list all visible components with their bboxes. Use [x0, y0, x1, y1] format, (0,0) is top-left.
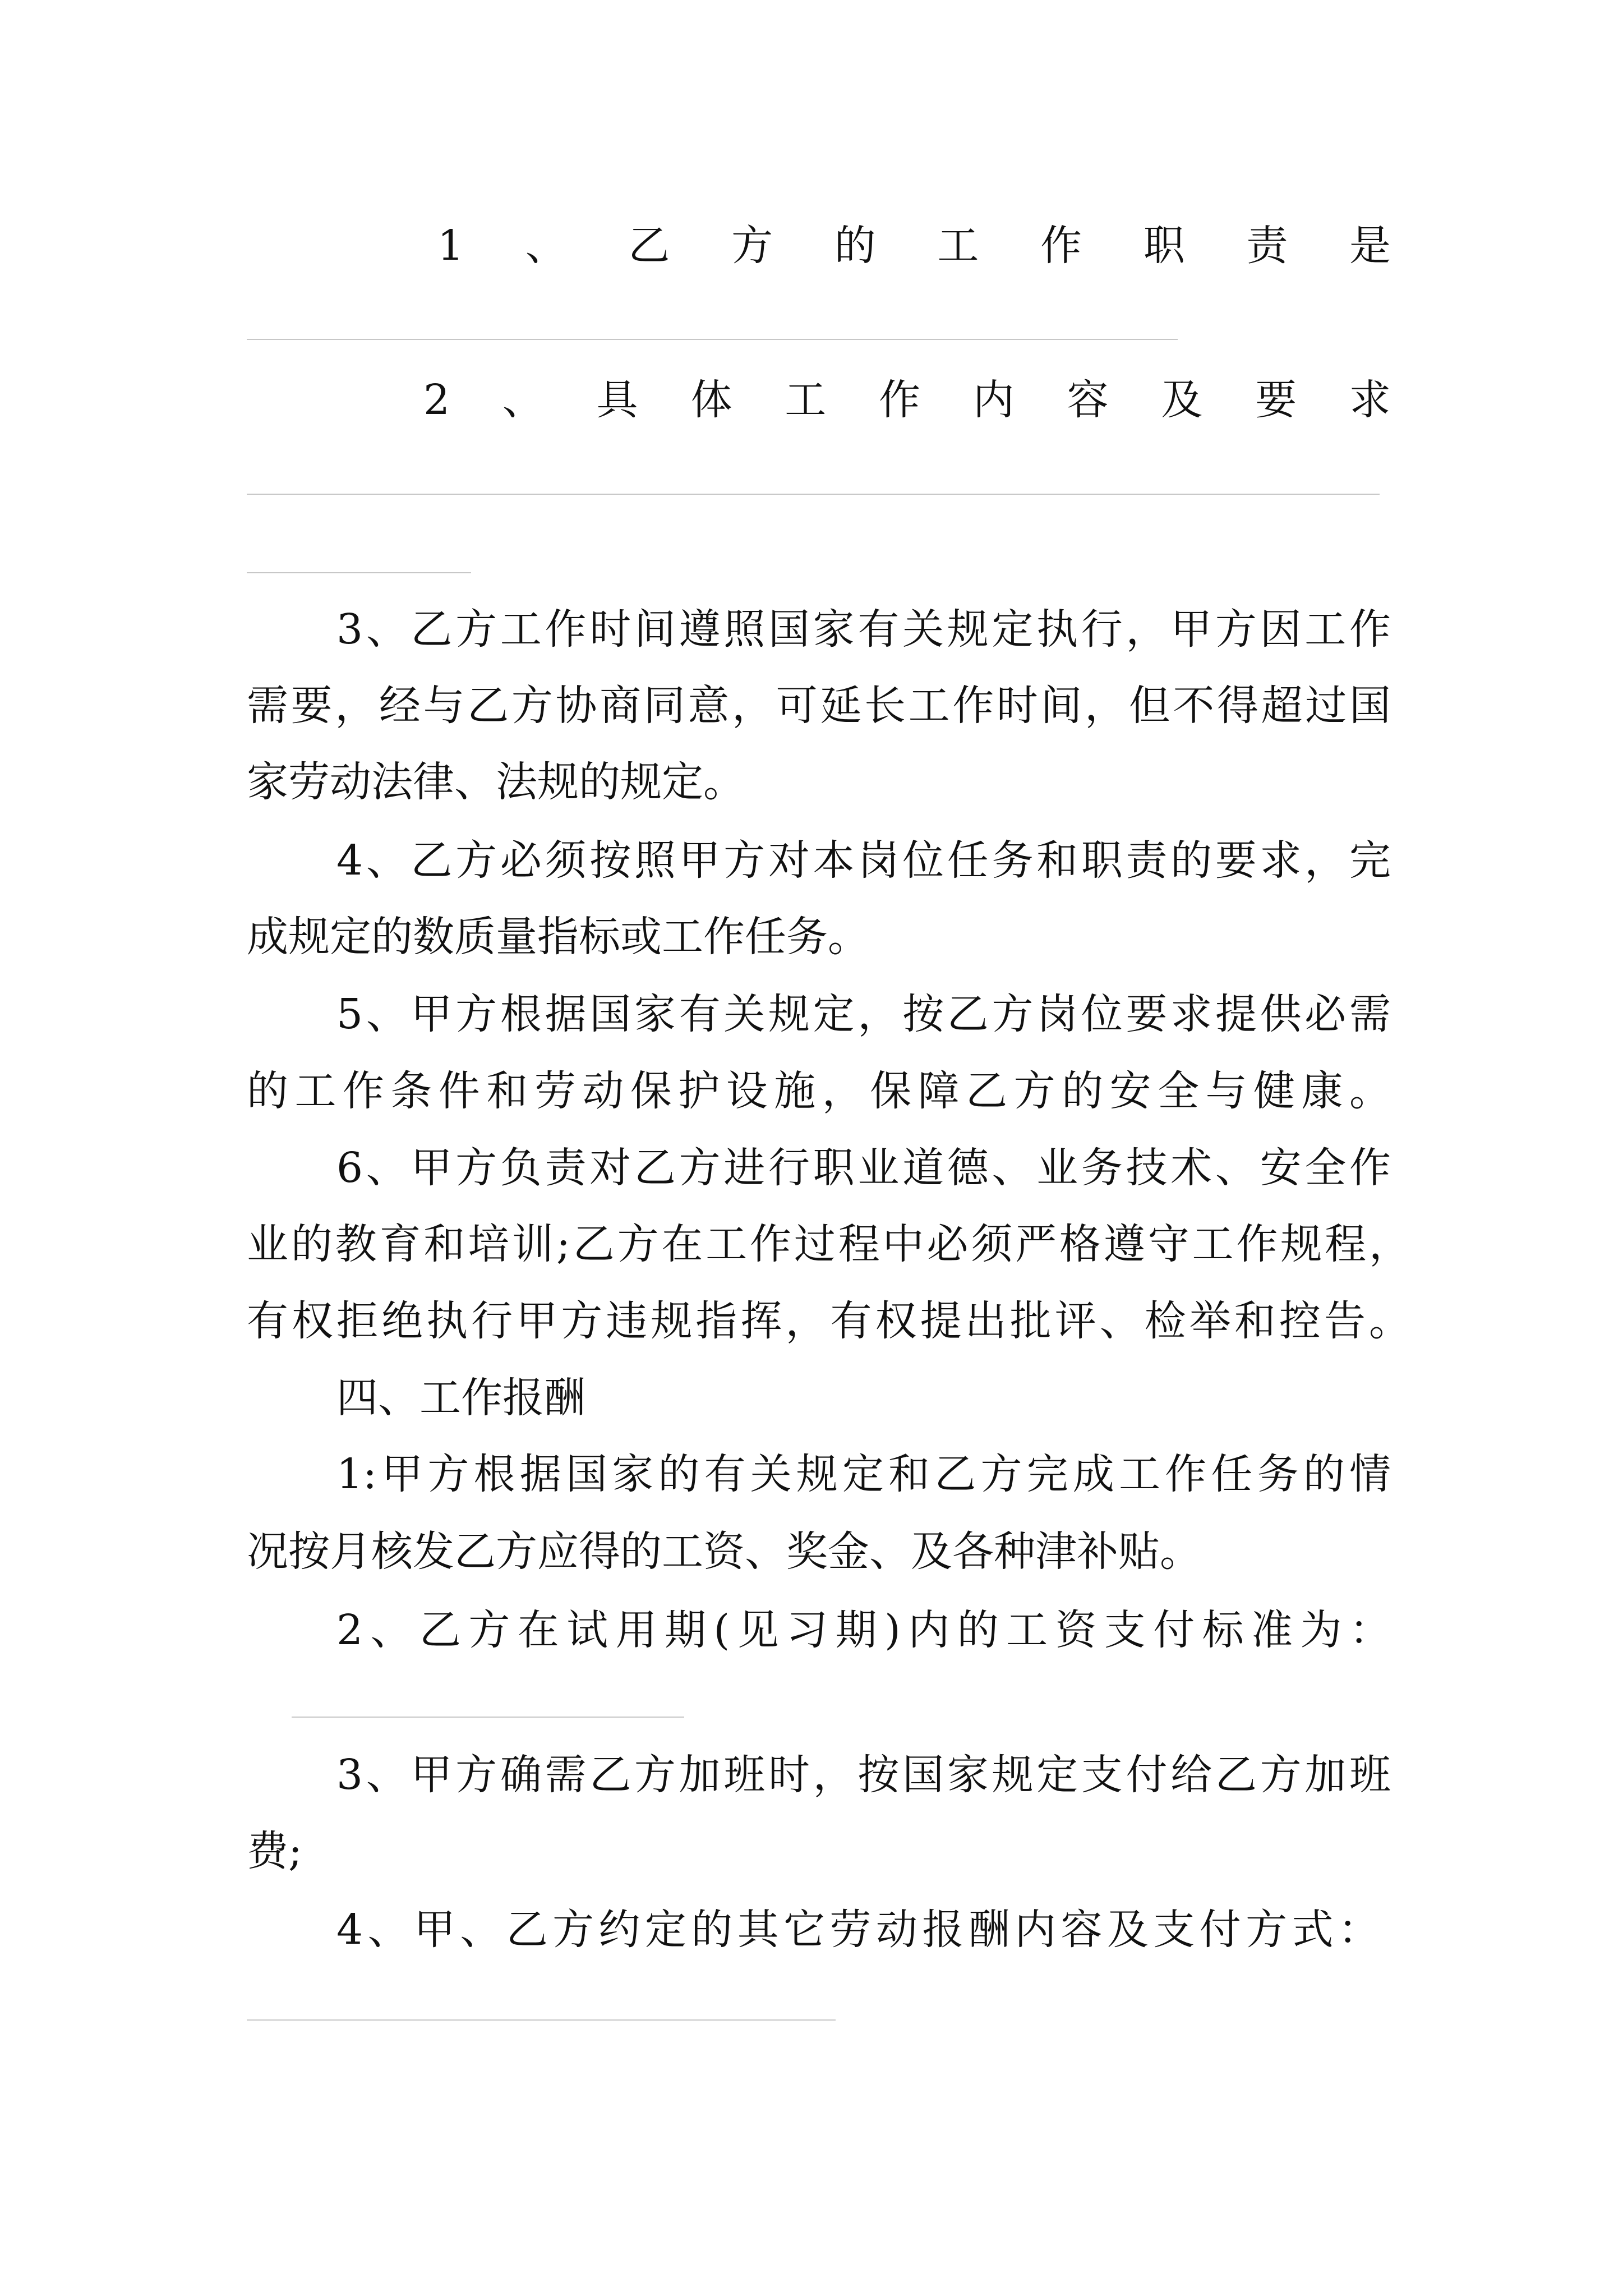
paragraph-5-line-2: 的工作条件和劳动保护设施，保障乙方的安全与健康。 [247, 1067, 1391, 1115]
fill-in-blank-line [247, 572, 471, 573]
paragraph-6-line-1: 6、甲方负责对乙方进行职业道德、业务技术、安全作 [336, 1144, 1391, 1192]
paragraph-3-line-2: 需要，经与乙方协商同意，可延长工作时间，但不得超过国 [247, 682, 1391, 730]
clause-2-char: 容 [1067, 376, 1109, 424]
clause-2-char: 工 [785, 376, 827, 424]
item-1-line-1: 1:甲方根据国家的有关规定和乙方完成工作任务的情 [336, 1450, 1391, 1498]
fill-in-blank-line [247, 494, 1380, 495]
clause-2-char: 2 [423, 376, 450, 424]
clause-2-char: 具 [596, 376, 638, 424]
clause-1-char: 作 [1040, 222, 1082, 270]
paragraph-4-line-2: 成规定的数质量指标或工作任务。 [247, 913, 869, 961]
paragraph-3-line-3: 家劳动法律、法规的规定。 [247, 758, 745, 806]
clause-2-char: 及 [1161, 376, 1203, 424]
clause-2-char: 体 [690, 376, 732, 424]
fill-in-blank-line [247, 339, 1178, 340]
clause-2-char: 内 [972, 376, 1015, 424]
fill-in-blank-line [292, 1717, 684, 1718]
item-4-line: 4、甲、乙方约定的其它劳动报酬内容及支付方式： [336, 1906, 1380, 1954]
clause-1-char: 、 [525, 222, 567, 270]
clause-1-char: 是 [1349, 222, 1391, 270]
paragraph-6-line-3: 有权拒绝执行甲方违规指挥，有权提出批评、检举和控告。 [247, 1297, 1410, 1345]
clause-1-char: 责 [1246, 222, 1288, 270]
clause-2-char: 作 [879, 376, 920, 424]
item-2-line: 2、乙方在试用期(见习期)内的工资支付标准为： [336, 1606, 1391, 1654]
clause-1-char: 乙 [628, 222, 670, 270]
clause-2-char: 、 [502, 376, 544, 424]
paragraph-5-line-1: 5、甲方根据国家有关规定，按乙方岗位要求提供必需 [336, 990, 1391, 1038]
fill-in-blank-line [247, 2019, 836, 2021]
clause-2-char: 要 [1255, 376, 1297, 424]
clause-1-char: 职 [1143, 222, 1185, 270]
item-1-line-2: 况按月核发乙方应得的工资、奖金、及各种津补贴。 [247, 1527, 1201, 1576]
section-heading: 四、工作报酬 [336, 1374, 585, 1422]
paragraph-4-line-1: 4、乙方必须按照甲方对本岗位任务和职责的要求，完 [336, 836, 1391, 885]
clause-1-char: 方 [731, 222, 773, 270]
item-3-line-2: 费; [247, 1827, 302, 1875]
paragraph-6-line-2: 业的教育和培训;乙方在工作过程中必须严格遵守工作规程， [247, 1220, 1410, 1268]
clause-1-char: 的 [834, 222, 876, 270]
clause-1-char: 工 [937, 222, 979, 270]
clause-2-char: 求 [1349, 376, 1391, 424]
paragraph-3-line-1: 3、乙方工作时间遵照国家有关规定执行，甲方因工作 [336, 605, 1391, 654]
clause-1-line [437, 218, 1391, 274]
clause-2-line [423, 372, 1391, 428]
item-3-line-1: 3、甲方确需乙方加班时，按国家规定支付给乙方加班 [336, 1751, 1391, 1799]
clause-1-char: 1 [437, 222, 464, 270]
